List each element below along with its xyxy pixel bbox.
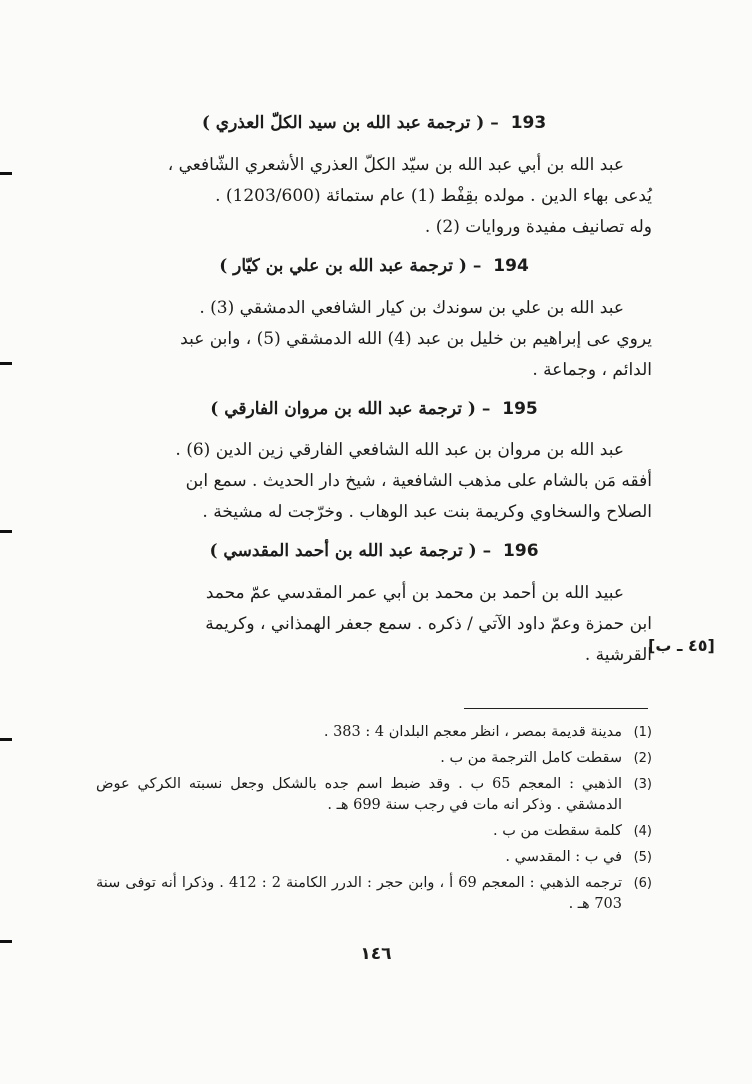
entry-body xyxy=(96,435,652,528)
main-text xyxy=(96,100,652,679)
entry-number: 196 xyxy=(503,541,539,562)
entry-number: 194 xyxy=(493,255,529,276)
entry-title: ( ترجمة عبد الله بن سيد الكلّ العذري ) xyxy=(201,113,485,133)
entry-dash: – xyxy=(490,113,499,133)
footnote-text: الذهبي : المعجم 65 ب . وقد ضبط اسم جده بالشكل وجعل نسبته الكركي عوض الدمشقي . وذكر انه مات في رجب سنة 699 هـ . xyxy=(96,776,622,813)
entry-193 xyxy=(96,112,652,243)
footnotes xyxy=(96,722,652,920)
scan-edge-mark xyxy=(0,940,12,943)
body-line: القرشية . xyxy=(584,645,652,666)
entry-dash: – xyxy=(481,398,491,419)
footnote-number: (2) xyxy=(633,751,652,766)
body-line: الدائم ، وجماعة . xyxy=(532,359,652,380)
footnote-number: (3) xyxy=(633,777,652,792)
body-line: عبيد الله بن أحمد بن محمد بن أبي عمر المقدسي عمّ محمد xyxy=(205,583,624,604)
footnote-divider xyxy=(464,708,648,709)
entry-dash: – xyxy=(472,255,482,276)
body-line: يُدعى بهاء الدين . مولده بقِفْط (1) عام ستمائة (1203/600) . xyxy=(215,185,652,206)
footnote xyxy=(96,722,652,743)
footnote-number: (1) xyxy=(633,725,652,740)
body-line: وله تصانيف مفيدة وروايات (2) . xyxy=(424,216,652,237)
entry-number: 193 xyxy=(510,113,547,133)
footnote-text: مدينة قديمة بمصر ، انظر معجم البلدان 4 : 383 . xyxy=(323,724,622,740)
entry-heading xyxy=(96,255,652,279)
entry-194 xyxy=(96,255,652,386)
body-line: عبد الله بن مروان بن عبد الله الشافعي الفارقي زين الدين (6) . xyxy=(175,440,624,461)
body-line: يروي عى إبراهيم بن خليل بن عبد (4) الله الدمشقي (5) ، وابن عبد xyxy=(180,328,652,349)
margin-folio-note: [٤٥ ـ ب] xyxy=(648,636,715,655)
footnote xyxy=(96,847,652,868)
footnote-text: كلمة سقطت من ب . xyxy=(493,823,622,839)
entry-dash: – xyxy=(482,541,492,562)
entry-heading xyxy=(96,540,652,564)
entry-body xyxy=(96,150,652,243)
entry-body xyxy=(96,293,652,386)
footnote-text: ترجمه الذهبي : المعجم 69 أ ، وابن حجر : الدرر الكامنة 2 : 412 . وذكرا أنه توفى سنة 703 هـ . xyxy=(96,875,622,912)
entry-195 xyxy=(96,398,652,529)
footnote xyxy=(96,821,652,842)
footnote xyxy=(96,748,652,769)
body-line: ابن حمزة وعمّ داود الآتي / ذكره . سمع جعفر الهمذاني ، وكريمة xyxy=(205,614,652,635)
footnote-number: (4) xyxy=(633,824,652,839)
entry-body xyxy=(96,578,652,671)
footnote xyxy=(96,873,652,915)
footnote xyxy=(96,774,652,816)
body-line: عبد الله بن علي بن سوندك بن كيار الشافعي الدمشقي (3) . xyxy=(199,297,624,318)
body-line: عبد الله بن أبي عبد الله بن سيّد الكلّ العذري الأشعري الشّافعي ، xyxy=(167,154,624,175)
scan-edge-mark xyxy=(0,362,12,365)
body-line: أفقه مَن بالشام على مذهب الشافعية ، شيخ دار الحديث . سمع ابن xyxy=(185,471,652,492)
footnote-text: سقطت كامل الترجمة من ب . xyxy=(440,750,622,766)
footnote-text: في ب : المقدسي . xyxy=(505,849,622,865)
entry-title: ( ترجمة عبد الله بن علي بن كيّار ) xyxy=(219,255,467,276)
footnote-number: (5) xyxy=(633,850,652,865)
entry-number: 195 xyxy=(502,398,538,419)
entry-title: ( ترجمة عبد الله بن أحمد المقدسي ) xyxy=(209,541,477,562)
entry-heading xyxy=(96,398,652,422)
body-line: الصلاح والسخاوي وكريمة بنت عبد الوهاب . وخرّجت له مشيخة . xyxy=(202,502,652,523)
scan-edge-mark xyxy=(0,172,12,175)
scan-edge-mark xyxy=(0,530,12,533)
entry-title: ( ترجمة عبد الله بن مروان الفارقي ) xyxy=(210,398,476,419)
page-number: ١٤٦ xyxy=(360,944,392,964)
entry-196 xyxy=(96,540,652,671)
footnote-number: (6) xyxy=(633,876,652,891)
entry-heading xyxy=(96,112,652,136)
scan-edge-mark xyxy=(0,738,12,741)
